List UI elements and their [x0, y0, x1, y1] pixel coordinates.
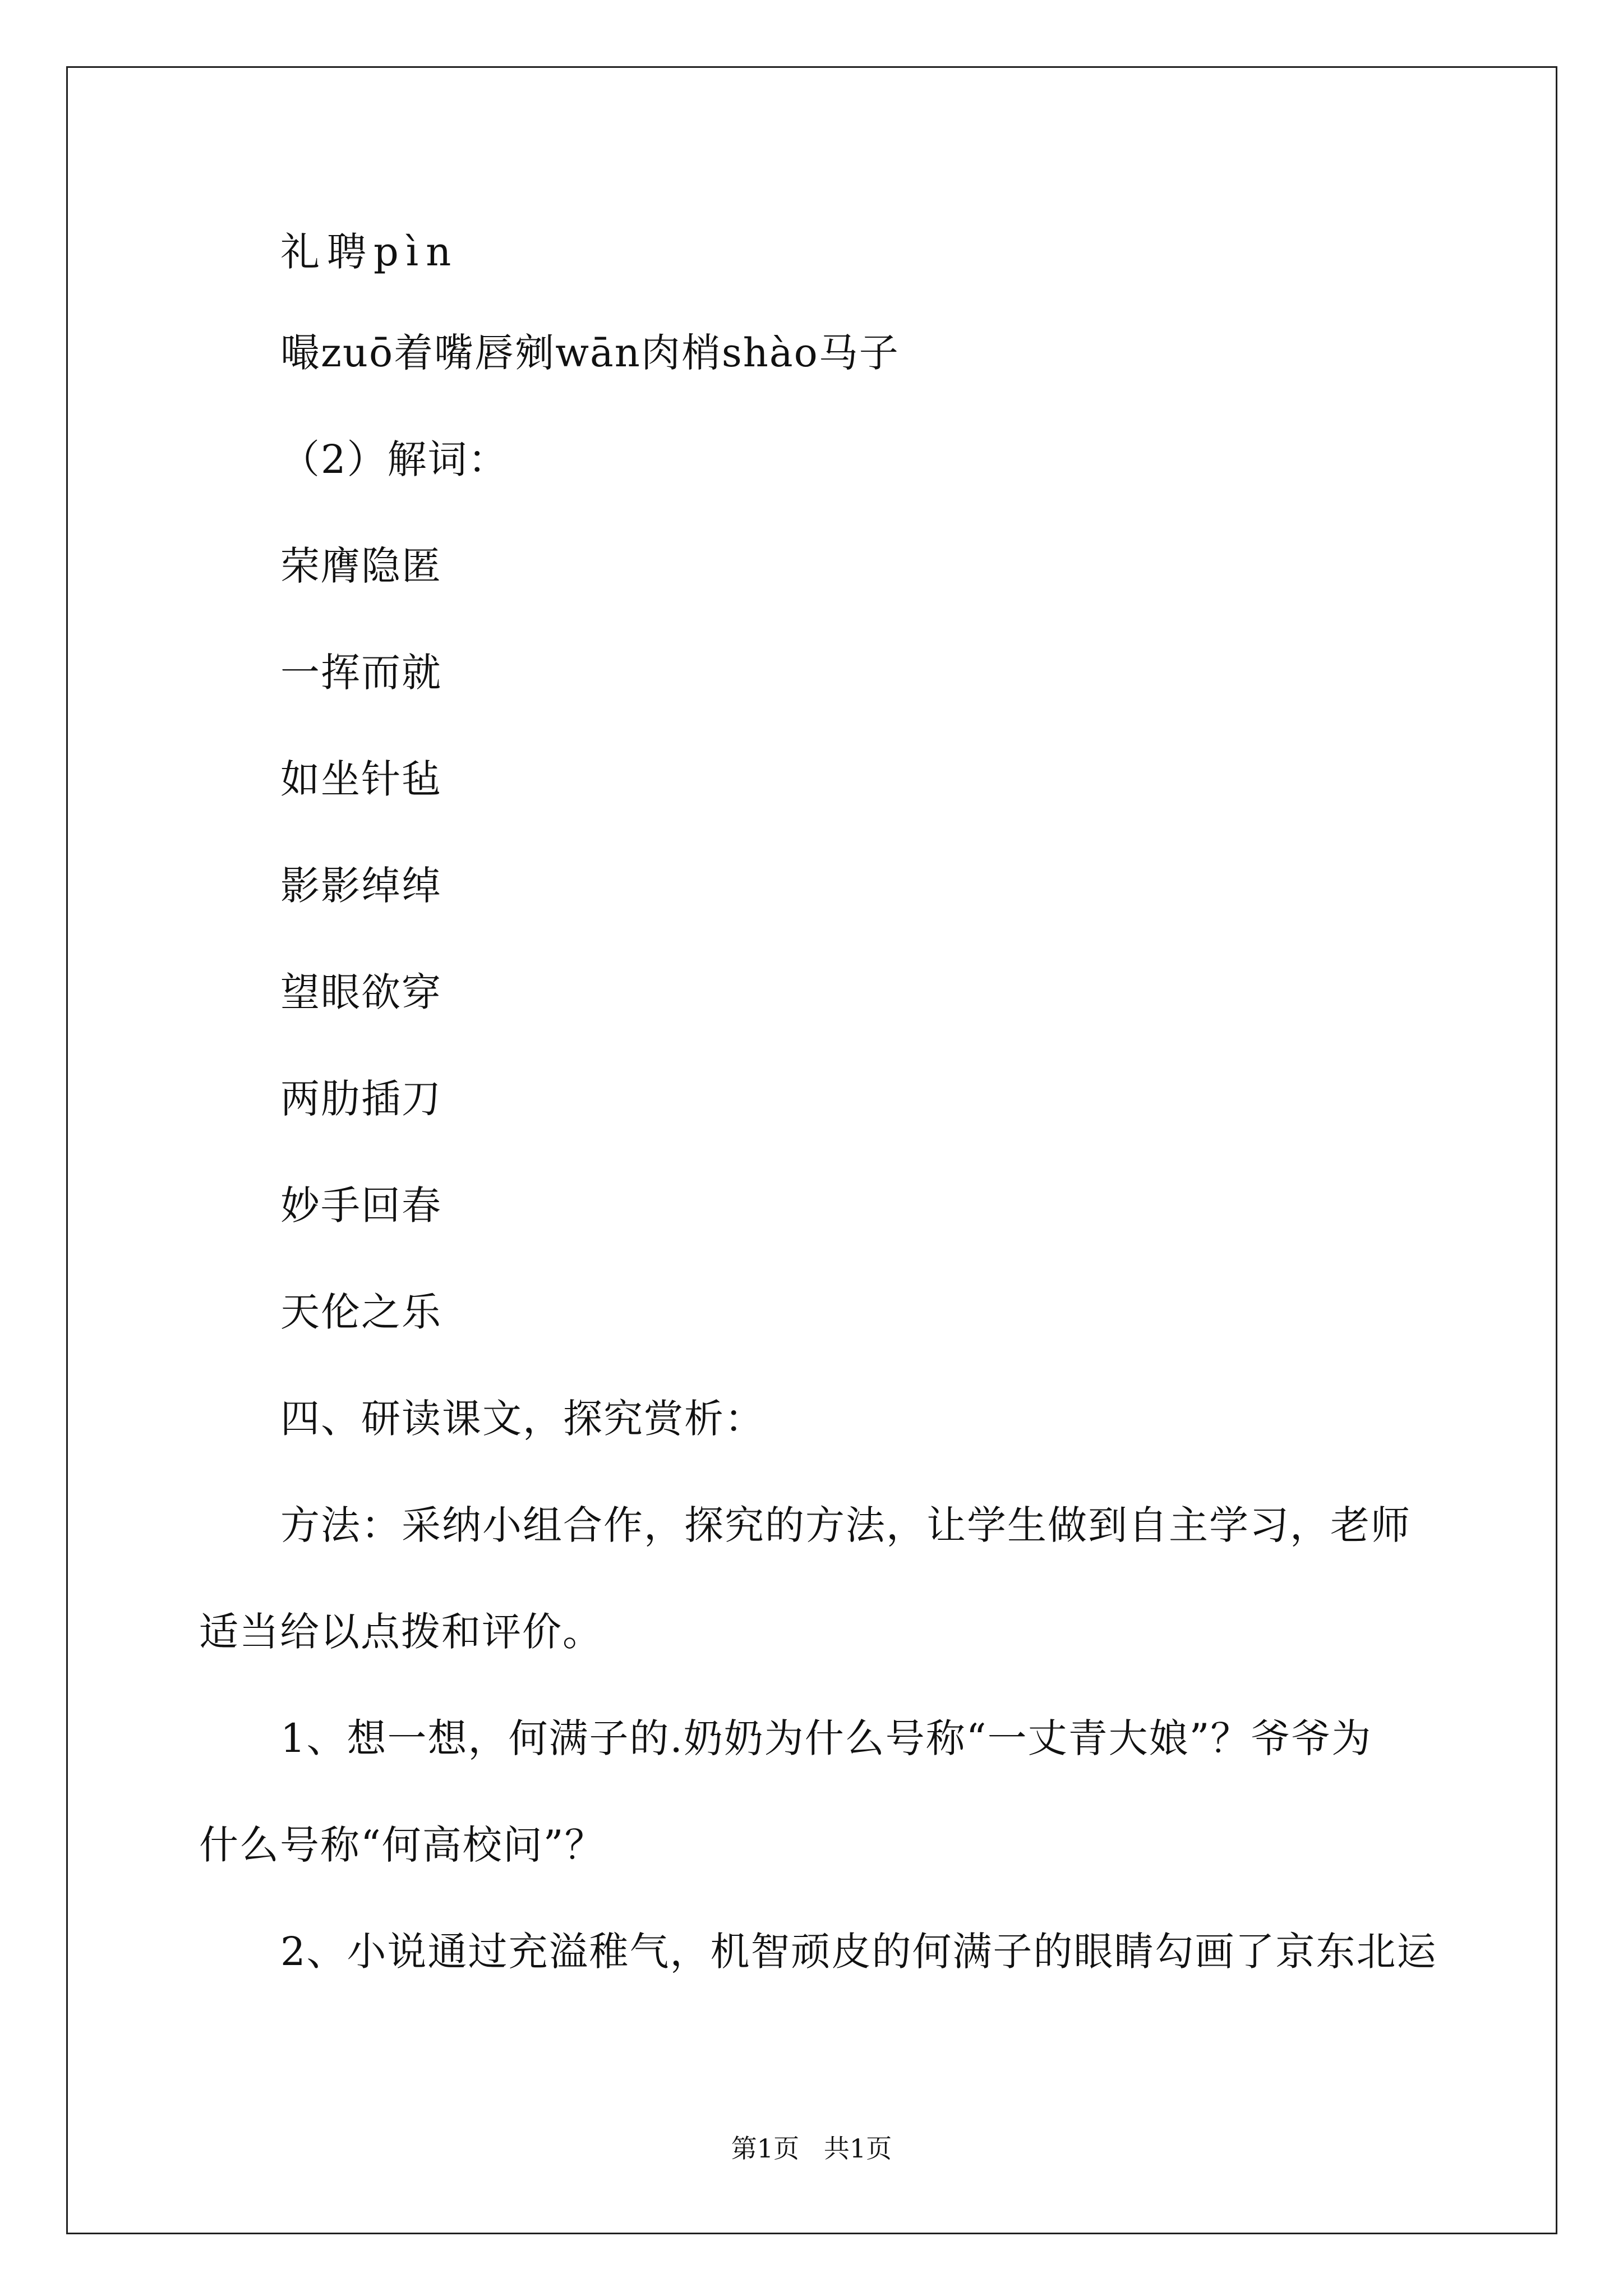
- text-line: 礼聘pìn: [280, 229, 459, 275]
- text-line: 嘬zuō着嘴唇剜wān肉梢shào马子: [280, 330, 900, 376]
- text-line: 荣膺隐匿: [280, 543, 442, 589]
- text-line: 一挥而就: [280, 650, 442, 696]
- text-line: 望眼欲穿: [280, 969, 442, 1015]
- text-line: 影影绰绰: [280, 863, 442, 909]
- page-border: [66, 66, 1557, 2234]
- page-number-footer: 第1页 共1页: [731, 2133, 892, 2164]
- text-line: 1、想一想，何满子的.奶奶为什么号称“一丈青大娘”？爷爷为: [280, 1715, 1372, 1761]
- text-line: （2）解词：: [280, 436, 509, 482]
- text-line: 2、小说通过充溢稚气，机智顽皮的何满子的眼睛勾画了京东北运: [280, 1929, 1437, 1975]
- text-line: 适当给以点拨和评价。: [199, 1609, 603, 1655]
- text-line: 方法：采纳小组合作，探究的方法，让学生做到自主学习，老师: [280, 1502, 1411, 1548]
- text-line: 天伦之乐: [280, 1289, 442, 1335]
- text-line: 如坐针毡: [280, 756, 442, 802]
- text-line: 两肋插刀: [280, 1076, 442, 1122]
- text-line: 妙手回春: [280, 1182, 442, 1228]
- text-line: 什么号称“何高校问”？: [199, 1822, 605, 1868]
- section-heading: 四、研读课文，探究赏析：: [280, 1396, 765, 1442]
